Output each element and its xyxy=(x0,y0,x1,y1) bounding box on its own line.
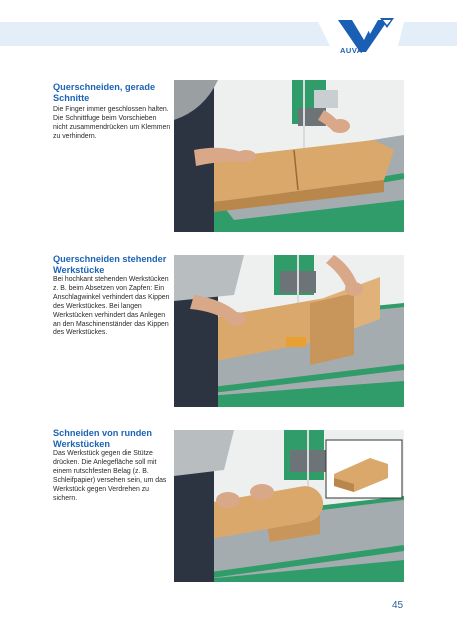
upright-board-with-angle-stop xyxy=(174,255,404,407)
section-title: Schneiden von runden Werkstücken xyxy=(53,428,153,449)
hands-pushing-board-through-bandsaw xyxy=(174,80,404,232)
page-number: 45 xyxy=(392,600,404,611)
section-body: Bei hochkant stehenden Werkstücken z. B. beim Absetzen von Zapfen: Ein Anschlagwinkel verhindert das Kippen des Werkstückes. Bei langen Werkstücken verhindert das Anlegen an den Maschinenständer das Kippen des Werkstückes. xyxy=(53,276,170,337)
section-body: Das Werkstück gegen die Stütze drücken. Die Anlegefläche soll mit einem rutschfesten Belag (z. B. Schleifpapier) versehen sein, um das Werkstück gegen Verdrehen zu sichern. xyxy=(53,450,167,502)
section-body: Die Finger immer geschlossen halten. Die Schnittfuge beim Vorschieben nicht zusammendrücken um Klemmen zu verhindern. xyxy=(53,106,171,140)
logo-text: AUVA xyxy=(340,46,363,55)
section-title: Querschneiden, gerade Schnitte xyxy=(53,82,156,103)
round-log-on-v-support xyxy=(174,430,404,582)
section-title: Querschneiden stehender Werkstücke xyxy=(53,254,167,275)
